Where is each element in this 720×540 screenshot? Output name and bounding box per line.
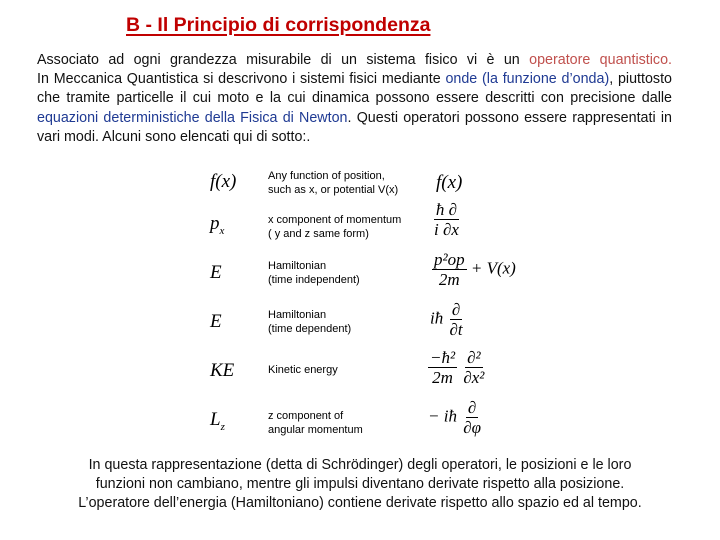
desc-line: Any function of position, (268, 170, 385, 182)
intro-text: Associato ad ogni grandezza misurabile di un sistema fisico vi è un (37, 52, 530, 68)
desc-line: Hamiltonian (268, 260, 327, 272)
desc-line: (time independent) (268, 273, 360, 286)
footer-line: funzioni non cambiano, mentre gli impulsi diventano derivate rispetto alla posizione. (95, 476, 625, 493)
desc-line: Hamiltonian (268, 309, 327, 321)
op-prefix: − iħ (428, 406, 457, 426)
desc-e-2 (268, 309, 351, 336)
desc-line: x component of momentum (268, 214, 402, 226)
frac-den: 2m (432, 368, 453, 387)
desc-line: Kinetic energy (268, 364, 338, 376)
symbol-text: L (210, 409, 221, 430)
desc-ke (268, 364, 338, 378)
operator-lz (428, 398, 483, 437)
desc-px (268, 214, 401, 241)
frac-num: −ħ² (430, 348, 456, 367)
desc-fx (268, 170, 398, 197)
op-tail: + V(x) (470, 258, 516, 278)
frac-num: ħ ∂ (435, 200, 458, 219)
intro-body (37, 70, 672, 147)
page-title: B - Il Principio di corrispondenza (126, 14, 431, 36)
symbol-lz (210, 409, 225, 433)
desc-line: angular momentum (268, 423, 363, 436)
symbol-ke: KE (210, 360, 235, 381)
frac-num: p²op (434, 250, 465, 269)
intro-text: , piuttosto che tramite particelle il cui moto e la cui dinamica possono essere descritti con precisione dalle (37, 71, 672, 107)
frac-den: ∂φ (463, 418, 482, 437)
desc-line: ( y and z same form) (268, 227, 369, 240)
symbol-text: p (210, 213, 220, 234)
frac-den: 2m (438, 270, 460, 289)
frac-num: ∂ (467, 398, 477, 417)
operator-kinetic (428, 348, 486, 387)
desc-line: (time dependent) (268, 322, 352, 335)
frac-den: i ∂x (434, 220, 459, 239)
symbol-e-1: E (210, 262, 222, 283)
frac-num: ∂ (451, 300, 461, 319)
frac-den: ∂x² (463, 368, 485, 387)
footer-line: In questa rappresentazione (detta di Schrödinger) degli operatori, le posizioni e le loro (88, 457, 632, 473)
operator-hamiltonian-td (430, 300, 465, 339)
operator-fx: f(x) (436, 172, 463, 193)
desc-line: z component of (268, 410, 344, 422)
wave-function-term: (la funzione d’onda) (482, 71, 610, 88)
symbol-px (210, 213, 224, 237)
frac-num: ∂² (467, 348, 481, 367)
op-prefix: iħ (430, 308, 444, 328)
desc-line: such as x, or potential V(x) (268, 183, 399, 196)
intro-text: . Questi operatori possono essere rappresentati in vari modi. Alcuni sono elencati qui di sotto:. (37, 109, 672, 145)
symbol-fx: f(x) (210, 171, 237, 192)
desc-e-1 (268, 260, 360, 287)
quantum-operator-term: operatore quantistico. (529, 52, 673, 68)
intro-line-1 (37, 51, 672, 70)
operator-hamiltonian-ti (432, 250, 516, 289)
waves-term: onde (445, 71, 478, 88)
frac-den: ∂t (449, 320, 463, 339)
operator-px (432, 200, 461, 239)
newton-equations-term: equazioni deterministiche della Fisica di Newton (37, 109, 348, 126)
symbol-sub: x (219, 224, 225, 237)
symbol-sub: z (220, 420, 225, 433)
intro-text: In Meccanica Quantistica si descrivono i sistemi fisici mediante (37, 71, 446, 88)
intro-paragraph (37, 51, 672, 147)
footer-paragraph (20, 456, 700, 514)
symbol-e-2: E (210, 311, 222, 332)
desc-lz (268, 410, 363, 437)
footer-line: L’operatore dell’energia (Hamiltoniano) contiene derivate rispetto allo spazio ed al tempo. (78, 495, 642, 512)
